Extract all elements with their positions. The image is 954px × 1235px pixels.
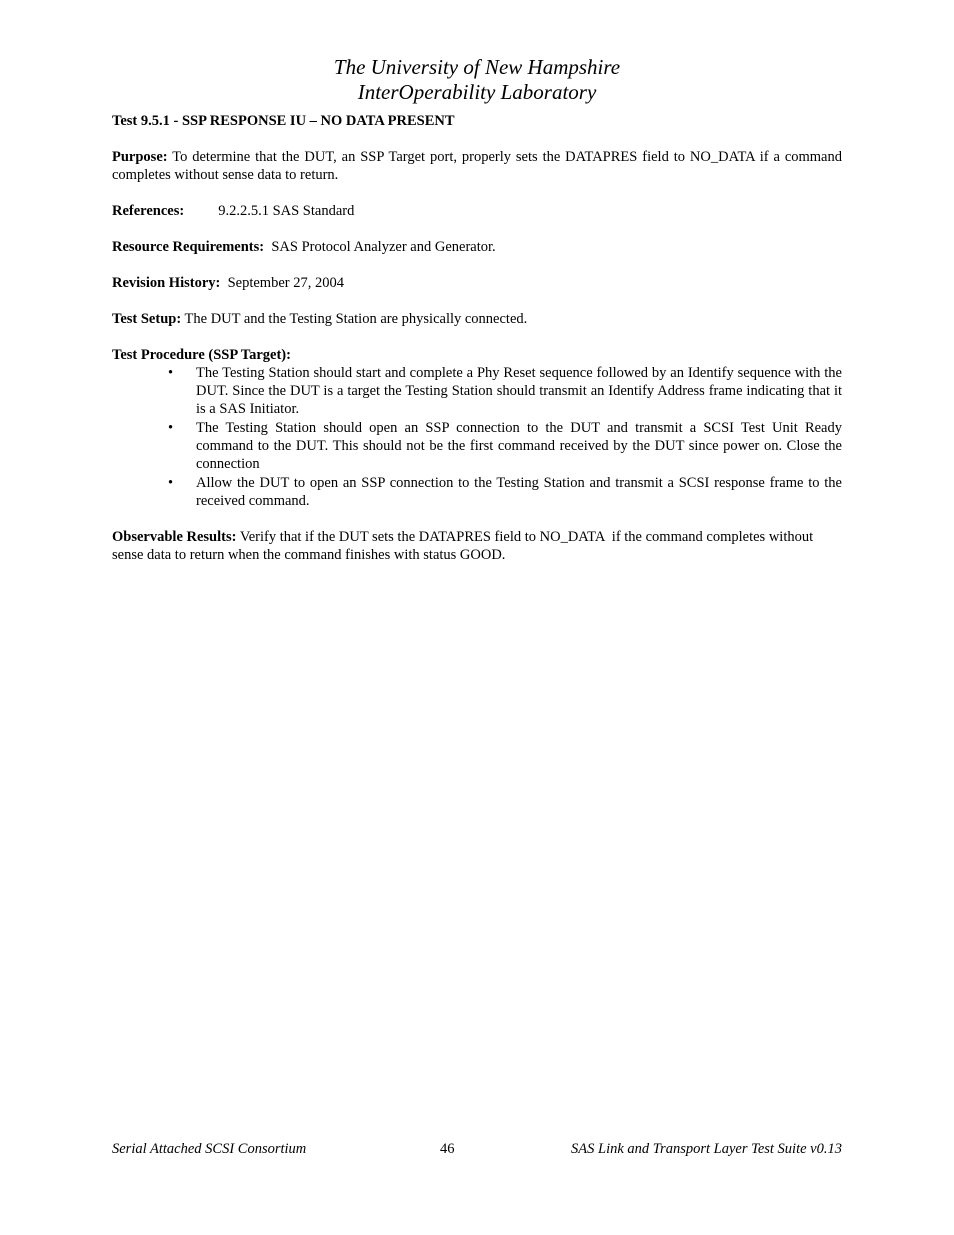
bullet-icon: • xyxy=(168,365,174,381)
header-laboratory: InterOperability Laboratory xyxy=(357,80,597,104)
resources-section xyxy=(112,238,842,256)
procedure-step-text: The Testing Station should open an SSP connection to the DUT and transmit a SCSI Test Unit Ready command to the DUT. This should not be the first command received by the DUT since power on. Close the connection xyxy=(196,420,842,472)
references-text: 9.2.2.5.1 SAS Standard xyxy=(218,203,355,219)
setup-section xyxy=(112,310,842,328)
purpose-section xyxy=(112,148,842,184)
page-number: 46 xyxy=(440,1141,455,1157)
references-label: References: xyxy=(112,203,185,219)
procedure-heading: Test Procedure (SSP Target): xyxy=(112,347,291,363)
footer-consortium: Serial Attached SCSI Consortium xyxy=(112,1141,307,1157)
resources-text: SAS Protocol Analyzer and Generator. xyxy=(264,239,496,255)
page-header xyxy=(0,55,954,105)
setup-text: The DUT and the Testing Station are physically connected. xyxy=(181,311,528,327)
references-section xyxy=(112,202,842,220)
observable-label: Observable Results: xyxy=(112,529,237,545)
revision-section xyxy=(112,274,842,292)
bullet-icon: • xyxy=(168,475,174,491)
footer-suite-title: SAS Link and Transport Layer Test Suite v0.13 xyxy=(571,1141,842,1157)
resources-label: Resource Requirements: xyxy=(112,239,265,255)
observable-text: Verify that if the DUT sets the DATAPRES field to NO_DATA if the command completes without sense data to return when the command finishes with status GOOD. xyxy=(112,529,817,563)
header-university: The University of New Hampshire xyxy=(333,55,621,79)
revision-text: September 27, 2004 xyxy=(220,275,344,291)
revision-label: Revision History: xyxy=(112,275,221,291)
list-item xyxy=(112,419,842,473)
list-item xyxy=(112,364,842,418)
purpose-label: Purpose: xyxy=(112,149,168,165)
list-item xyxy=(112,474,842,510)
procedure-steps xyxy=(112,364,842,510)
procedure-step-text: The Testing Station should start and complete a Phy Reset sequence followed by an Identify sequence with the DUT. Since the DUT is a target the Testing Station should transmit an Identify Address frame indicating that it is a SAS Initiator. xyxy=(196,365,842,417)
page-footer xyxy=(112,1139,842,1159)
procedure-step-text: Allow the DUT to open an SSP connection to the Testing Station and transmit a SCSI response frame to the received command. xyxy=(196,475,842,509)
bullet-icon: • xyxy=(168,420,174,436)
observable-section xyxy=(112,528,842,564)
purpose-text: To determine that the DUT, an SSP Target port, properly sets the DATAPRES field to NO_DATA if a command completes without sense data to return. xyxy=(112,149,842,183)
test-title: Test 9.5.1 - SSP RESPONSE IU – NO DATA PRESENT xyxy=(112,113,455,129)
document-body xyxy=(112,112,842,582)
setup-label: Test Setup: xyxy=(112,311,182,327)
